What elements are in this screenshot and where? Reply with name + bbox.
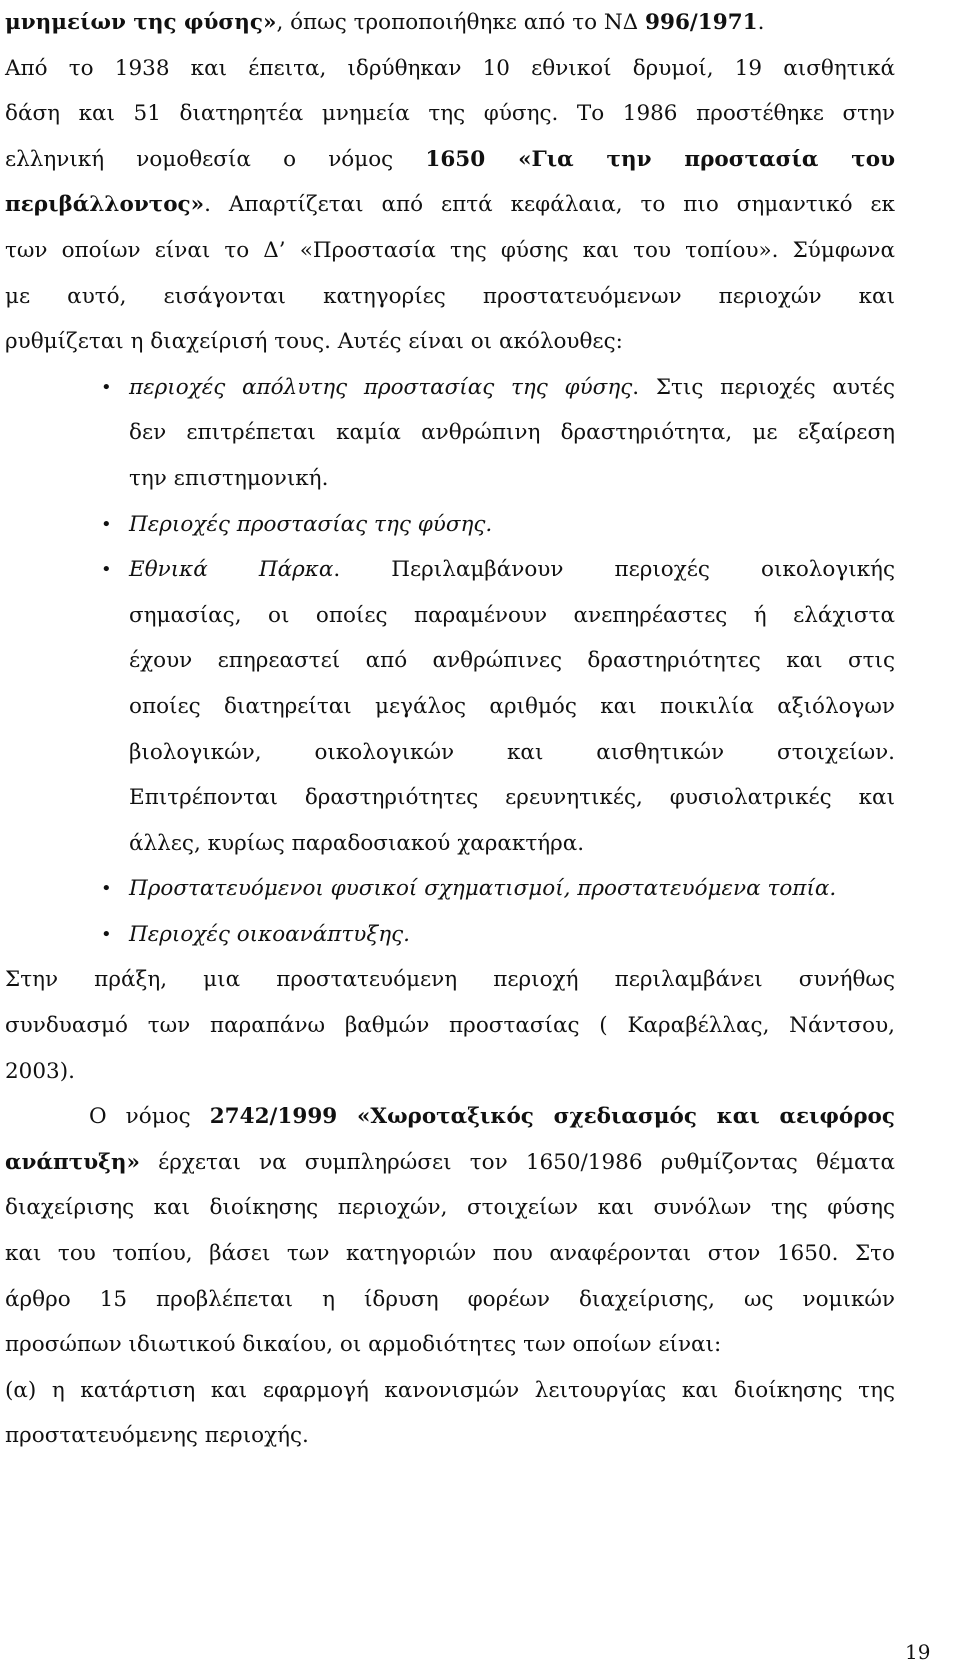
text-span: ελληνική νομοθεσία ο νόμος [5, 146, 426, 172]
text-line [5, 182, 895, 228]
list-item [5, 866, 895, 912]
text-line: δεν επιτρέπεται καμία ανθρώπινη δραστηριότητα, με εξαίρεση [129, 420, 895, 446]
bullet-icon: • [101, 559, 112, 581]
text-line: 2003). [5, 1058, 75, 1084]
law-number: 996/1971 [645, 10, 758, 35]
law-title: 1650 «Για την προστασία του [425, 146, 895, 172]
bullet-icon: • [101, 513, 112, 535]
italic-text: Περιοχές προστασίας της φύσης. [129, 511, 493, 537]
text-line: άρθρο 15 προβλέπεται η ίδρυση φορέων διαχείρισης, ως νομικών [5, 1286, 895, 1312]
law-title: ανάπτυξη» [5, 1149, 140, 1175]
italic-text: Προστατευόμενοι φυσικοί σχηματισμοί, προστατευόμενα τοπία. [129, 876, 837, 902]
document-body [5, 0, 895, 1459]
italic-text: Εθνικά Πάρκα [129, 557, 334, 583]
law-title: 2742/1999 «Χωροταξικός σχεδιασμός και αειφόρος [209, 1104, 895, 1130]
text-line: Από το 1938 και έπειτα, ιδρύθηκαν 10 εθνικοί δρυμοί, 19 αισθητικά [5, 55, 895, 81]
list-item [5, 547, 895, 593]
text-line: των οποίων είναι το Δ’ «Προστασία της φύσης και του τοπίου». Σύμφωνα [5, 237, 895, 263]
law-title: περιβάλλοντος» [5, 192, 205, 218]
text-line: (α) η κατάρτιση και εφαρμογή κανονισμών λειτουργίας και διοίκησης της [5, 1377, 895, 1403]
text-line: άλλες, κυρίως παραδοσιακού χαρακτήρα. [129, 830, 585, 856]
text-line: Στην πράξη, μια προστατευόμενη περιοχή περιλαμβάνει συνήθως [5, 967, 895, 993]
text-line: ρυθμίζεται η διαχείρισή τους. Αυτές είναι οι ακόλουθες: [5, 329, 623, 355]
text-line: Επιτρέπονται δραστηριότητες ερευνητικές, φυσιολατρικές και [129, 785, 895, 811]
list-item [5, 502, 895, 548]
bold-text: μνημείων της φύσης» [5, 10, 277, 35]
bullet-icon: • [101, 923, 112, 945]
text-line: προσώπων ιδιωτικού δικαίου, οι αρμοδιότητες των οποίων είναι: [5, 1332, 722, 1358]
text-span: . Περιλαμβάνουν περιοχές οικολογικής [333, 557, 895, 583]
text-span: Ο νόμος [89, 1104, 210, 1130]
text-line: διαχείρισης και διοίκησης περιοχών, στοιχείων και συνόλων της φύσης [5, 1195, 895, 1221]
text-line: σημασίας, οι οποίες παραμένουν ανεπηρέαστες ή ελάχιστα [129, 602, 895, 628]
text-line [5, 0, 895, 46]
text-line: οποίες διατηρείται μεγάλος αριθμός και ποικιλία αξιόλογων [129, 693, 895, 719]
italic-text: Περιοχές οικοανάπτυξης. [129, 921, 410, 947]
bullet-icon: • [101, 376, 112, 398]
text-span: . Στις περιοχές αυτές [632, 374, 895, 400]
text-line: προστατευόμενης περιοχής. [5, 1423, 309, 1449]
text-span: , όπως τροποποιήθηκε από το ΝΔ [276, 10, 646, 35]
text-line [5, 1140, 895, 1186]
page-number: 19 [905, 1640, 931, 1664]
text-span: . [757, 10, 765, 35]
text-line: δάση και 51 διατηρητέα μνημεία της φύσης. Το 1986 προστέθηκε στην [5, 101, 895, 127]
italic-text: περιοχές απόλυτης προστασίας της φύσης [129, 374, 633, 400]
bullet-icon: • [101, 878, 112, 900]
text-line: βιολογικών, οικολογικών και αισθητικών στοιχείων. [129, 739, 895, 765]
text-line: έχουν επηρεαστεί από ανθρώπινες δραστηριότητες και στις [129, 648, 895, 674]
text-span: . Απαρτίζεται από επτά κεφάλαια, το πιο σημαντικό εκ [204, 192, 895, 218]
text-line [5, 1094, 895, 1140]
text-line: την επιστημονική. [129, 465, 329, 491]
text-line [5, 137, 895, 183]
list-item [5, 912, 895, 958]
text-span: έρχεται να συμπληρώσει τον 1650/1986 ρυθμίζοντας θέματα [139, 1149, 895, 1175]
text-line: συνδυασμό των παραπάνω βαθμών προστασίας ( Καραβέλλας, Νάντσου, [5, 1013, 895, 1039]
list-item [5, 365, 895, 411]
text-line: και του τοπίου, βάσει των κατηγοριών που αναφέρονται στον 1650. Στο [5, 1241, 895, 1267]
text-line: με αυτό, εισάγονται κατηγορίες προστατευόμενων περιοχών και [5, 283, 895, 309]
